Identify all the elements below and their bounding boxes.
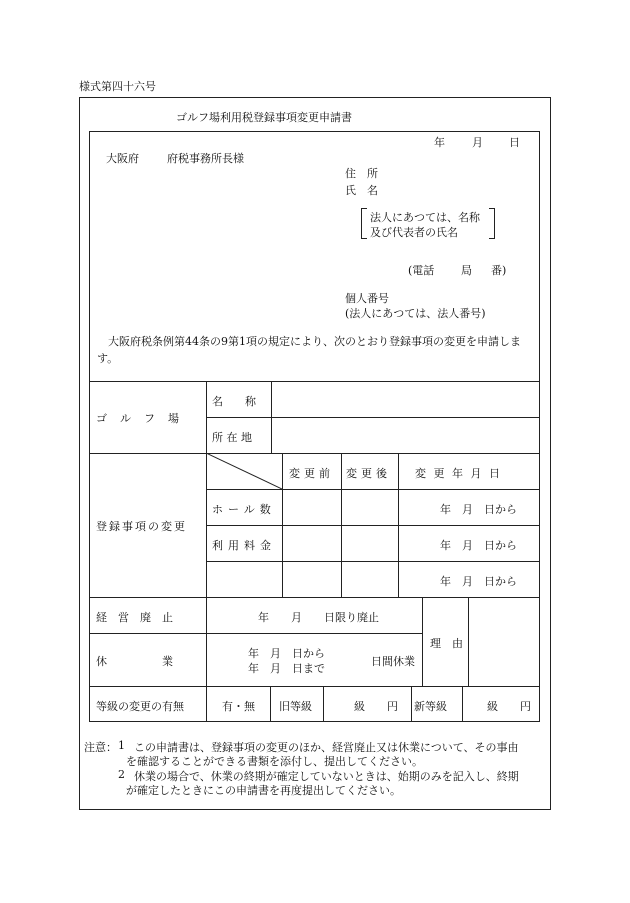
row-fee-label: 利用料金 [212,539,276,552]
row-blank-date: 年 月 日から [440,575,517,588]
col-before: 変更前 [289,467,334,480]
note-1-num: 1 [118,739,125,752]
closure-value: 年 月 日限り廃止 [258,611,379,624]
form-title: ゴルフ場利用税登録事項変更申請書 [176,111,352,124]
personal-number-label: 個人番号 [345,292,389,305]
phone-number: 番) [491,264,507,277]
bracket-right [489,208,495,239]
name-label: 氏 名 [345,184,378,197]
note-1-line2: を確認することができる書類を添付し、提出してください。 [126,755,423,768]
closure-label: 経 営 廃 止 [96,611,173,624]
bracket-left [361,208,367,239]
form-number: 様式第四十六号 [79,80,156,93]
new-grade-label: 新等級 [414,700,447,713]
row-holes-date: 年 月 日から [440,503,517,516]
suspension-from: 年 月 日から [248,647,325,660]
new-grade-value: 級 円 [487,700,531,713]
phone-bureau: 局 [461,264,472,277]
phone-open: (電話 [408,264,435,277]
date-day: 日 [509,136,520,149]
notes-prefix: 注意： [84,741,117,754]
request-text: 大阪府税条例第44条の9第1項の規定により、次のとおり登録事項の変更を申請します。 [97,335,521,365]
old-grade-label: 旧等級 [279,700,312,713]
note-1-line1: この申請書は、登録事項の変更のほか、経営廃止又は休業について、その事由 [134,741,519,754]
corp-note-line1: 法人にあつては、名称 [370,211,480,224]
date-month: 月 [472,136,483,149]
golf-location-label: 所 在 地 [212,431,252,444]
grade-label: 等級の変更の有無 [96,700,184,713]
row-holes-label: ホール数 [212,503,276,516]
addressee-office: 府税事務所長様 [167,152,244,165]
suspension-label: 休 業 [96,655,173,668]
note-2-line1: 休業の場合で、休業の終期が確定していないときは、始期のみを記入し、終期 [134,770,519,783]
old-grade-value: 級 円 [354,700,398,713]
row-fee-date: 年 月 日から [440,539,517,552]
col-change-date: 変 更 年 月 日 [415,467,502,480]
suspension-to: 年 月 日まで [248,662,325,675]
date-year: 年 [434,136,445,149]
corp-number-note: (法人にあつては、法人番号) [345,307,486,320]
note-2-num: 2 [118,768,125,781]
diagonal-header-cell [206,453,282,489]
golf-course-label: ゴ ル フ 場 [96,412,180,425]
note-2-line2: が確定したときにこの申請書を再度提出してください。 [126,784,401,797]
grade-yes-no: 有・無 [222,700,255,713]
corp-note-line2: 及び代表者の氏名 [370,226,458,239]
col-after: 変更後 [346,467,391,480]
address-label: 住 所 [345,167,378,180]
golf-name-label: 名 称 [212,395,256,408]
suspension-period: 日間休業 [371,655,415,668]
reason-label: 理 由 [430,637,463,650]
addressee-prefecture: 大阪府 [106,152,139,165]
change-label: 登録事項の変更 [96,520,187,533]
